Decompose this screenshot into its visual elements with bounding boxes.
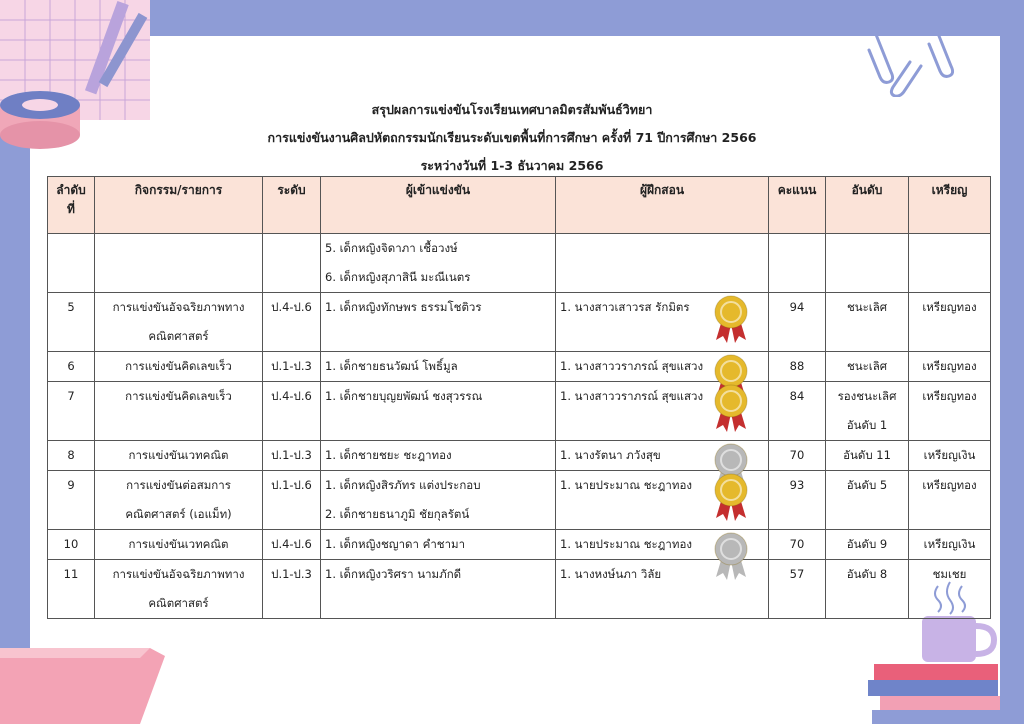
rank-text: อันดับ 1	[846, 418, 888, 432]
row-number: 6	[48, 352, 95, 382]
rank-text: ชนะเลิศ	[846, 300, 888, 314]
rank-cell	[826, 530, 909, 560]
competitors-cell	[321, 441, 556, 471]
competitors-cell	[321, 352, 556, 382]
score-cell: 88	[769, 352, 826, 382]
competitor-name: 5. เด็กหญิงจิดาภา เชื้อวงษ์	[325, 241, 458, 255]
rank-cell	[826, 441, 909, 471]
competitor-name: 1. เด็กหญิงวริศรา นามภักดี	[325, 567, 462, 581]
col-header-activity: กิจกรรม/รายการ	[95, 177, 263, 234]
ribbon-decoration	[0, 648, 170, 724]
medal-cell: เหรียญทอง	[909, 382, 991, 441]
medal-cell: เหรียญเงิน	[909, 530, 991, 560]
document-header	[0, 96, 1024, 180]
trainer-cell	[556, 293, 769, 352]
trainer-cell	[556, 560, 769, 619]
row-number: 8	[48, 441, 95, 471]
results-table	[47, 176, 991, 619]
activity-name: คณิตศาสตร์ (เอแม็ท)	[125, 507, 232, 521]
activity-cell	[95, 560, 263, 619]
score-cell: 94	[769, 293, 826, 352]
document-title: สรุปผลการแข่งขันโรงเรียนเทศบาลมิตรสัมพันธ์วิทยา	[371, 102, 653, 117]
trainer-name: 1. นางหงษ์นภา วิลัย	[560, 567, 662, 581]
col-header-competitors: ผู้เข้าแข่งขัน	[321, 177, 556, 234]
activity-name: การแข่งขันคิดเลขเร็ว	[125, 389, 232, 403]
activity-cell	[95, 293, 263, 352]
col-header-level: ระดับ	[263, 177, 321, 234]
score-cell: 84	[769, 382, 826, 441]
rank-cell	[826, 352, 909, 382]
cell-empty	[263, 234, 321, 293]
rank-cell	[826, 382, 909, 441]
document-date: ระหว่างวันที่ 1-3 ธันวาคม 2566	[420, 158, 604, 173]
competitor-name: 6. เด็กหญิงสุภาสินี มะณีเนตร	[325, 270, 471, 284]
table-row-continued	[48, 234, 991, 293]
table-row	[48, 530, 991, 560]
activity-cell	[95, 352, 263, 382]
cell-empty	[48, 234, 95, 293]
gold-medal-icon	[712, 294, 750, 344]
score-cell: 70	[769, 530, 826, 560]
competitor-name: 1. เด็กหญิงชญาดา คำชามา	[325, 537, 466, 551]
table-row	[48, 382, 991, 441]
competitor-name: 1. เด็กหญิงสิรภัทร แต่งประกอบ	[325, 478, 481, 492]
table-row	[48, 471, 991, 530]
activity-name: การแข่งขันอัจฉริยภาพทาง	[112, 300, 245, 314]
table-row	[48, 352, 991, 382]
table-row	[48, 293, 991, 352]
activity-cell	[95, 382, 263, 441]
activity-name: คณิตศาสตร์	[148, 596, 209, 610]
table-row	[48, 560, 991, 619]
medal-cell: ชมเชย	[909, 560, 991, 619]
competitor-name: 1. เด็กชายบุญยพัฒน์ ชงสุวรรณ	[325, 389, 483, 403]
col-header-score: คะแนน	[769, 177, 826, 234]
competitor-name: 1. เด็กชายชยะ ชะฎาทอง	[325, 448, 452, 462]
rank-text: อันดับ 9	[846, 537, 888, 551]
score-cell: 70	[769, 441, 826, 471]
cell-empty	[95, 234, 263, 293]
activity-name: การแข่งขันคิดเลขเร็ว	[125, 359, 232, 373]
activity-name: การแข่งขันเวทคณิต	[128, 448, 229, 462]
cell-empty	[909, 234, 991, 293]
rank-text: ชนะเลิศ	[846, 359, 888, 373]
row-number: 9	[48, 471, 95, 530]
table-header-row	[48, 177, 991, 234]
competitors-cell	[321, 382, 556, 441]
col-header-trainers: ผู้ฝึกสอน	[556, 177, 769, 234]
rank-text: รองชนะเลิศ	[837, 389, 897, 403]
trainer-name: 1. นายประมาณ ชะฎาทอง	[560, 537, 692, 551]
cell-empty	[556, 234, 769, 293]
level-cell: ป.4-ป.6	[263, 530, 321, 560]
row-number: 10	[48, 530, 95, 560]
trainer-name: 1. นางสาวเสาวรส รักมิตร	[560, 300, 690, 314]
medal-cell: เหรียญเงิน	[909, 441, 991, 471]
trainer-cell	[556, 352, 769, 382]
trainer-cell	[556, 471, 769, 530]
continued-competitors	[321, 234, 556, 293]
activity-cell	[95, 471, 263, 530]
level-cell: ป.1-ป.3	[263, 441, 321, 471]
medal-cell: เหรียญทอง	[909, 293, 991, 352]
rank-cell	[826, 293, 909, 352]
gold-medal-icon	[712, 383, 750, 433]
competitor-name: 1. เด็กหญิงทักษพร ธรรมโชติวร	[325, 300, 482, 314]
medal-cell: เหรียญทอง	[909, 471, 991, 530]
trainer-cell	[556, 530, 769, 560]
competitor-name: 1. เด็กชายธนวัฒน์ โพธิ์มูล	[325, 359, 458, 373]
cell-empty	[826, 234, 909, 293]
competitors-cell	[321, 530, 556, 560]
level-cell: ป.1-ป.3	[263, 560, 321, 619]
score-cell: 57	[769, 560, 826, 619]
rank-cell	[826, 560, 909, 619]
col-header-rank: อันดับ	[826, 177, 909, 234]
competitor-name: 2. เด็กชายธนาภูมิ ชัยกุลรัตน์	[325, 507, 470, 521]
row-number: 7	[48, 382, 95, 441]
col-header-no-line1: ลำดับ	[56, 183, 86, 197]
activity-name: การแข่งขันอัจฉริยภาพทาง	[112, 567, 245, 581]
score-cell: 93	[769, 471, 826, 530]
competitors-cell	[321, 293, 556, 352]
level-cell: ป.1-ป.6	[263, 471, 321, 530]
activity-cell	[95, 441, 263, 471]
level-cell: ป.4-ป.6	[263, 293, 321, 352]
trainer-cell	[556, 441, 769, 471]
trainer-name: 1. นางสาววราภรณ์ สุขแสวง	[560, 389, 704, 403]
cell-empty	[769, 234, 826, 293]
col-header-medal: เหรียญ	[909, 177, 991, 234]
col-header-no-line2: ที่	[67, 202, 75, 216]
competitors-cell	[321, 560, 556, 619]
rank-text: อันดับ 11	[843, 448, 891, 462]
competitors-cell	[321, 471, 556, 530]
gold-medal-icon	[712, 472, 750, 522]
activity-cell	[95, 530, 263, 560]
level-cell: ป.1-ป.3	[263, 352, 321, 382]
medal-cell: เหรียญทอง	[909, 352, 991, 382]
activity-name: การแข่งขันเวทคณิต	[128, 537, 229, 551]
row-number: 11	[48, 560, 95, 619]
table-row	[48, 441, 991, 471]
level-cell: ป.4-ป.6	[263, 382, 321, 441]
row-number: 5	[48, 293, 95, 352]
activity-name: คณิตศาสตร์	[148, 329, 209, 343]
document-subtitle: การแข่งขันงานศิลปหัตถกรรมนักเรียนระดับเขตพื้นที่การศึกษา ครั้งที่ 71 ปีการศึกษา 2566	[267, 130, 757, 145]
activity-name: การแข่งขันต่อสมการ	[126, 478, 231, 492]
rank-text: อันดับ 5	[846, 478, 888, 492]
col-header-no	[48, 177, 95, 234]
trainer-cell	[556, 382, 769, 441]
trainer-name: 1. นางสาววราภรณ์ สุขแสวง	[560, 359, 704, 373]
rank-text: อันดับ 8	[846, 567, 888, 581]
paperclip-icon	[865, 22, 965, 97]
trainer-name: 1. นางรัตนา ภวังสุข	[560, 448, 661, 462]
trainer-name: 1. นายประมาณ ชะฎาทอง	[560, 478, 692, 492]
rank-cell	[826, 471, 909, 530]
